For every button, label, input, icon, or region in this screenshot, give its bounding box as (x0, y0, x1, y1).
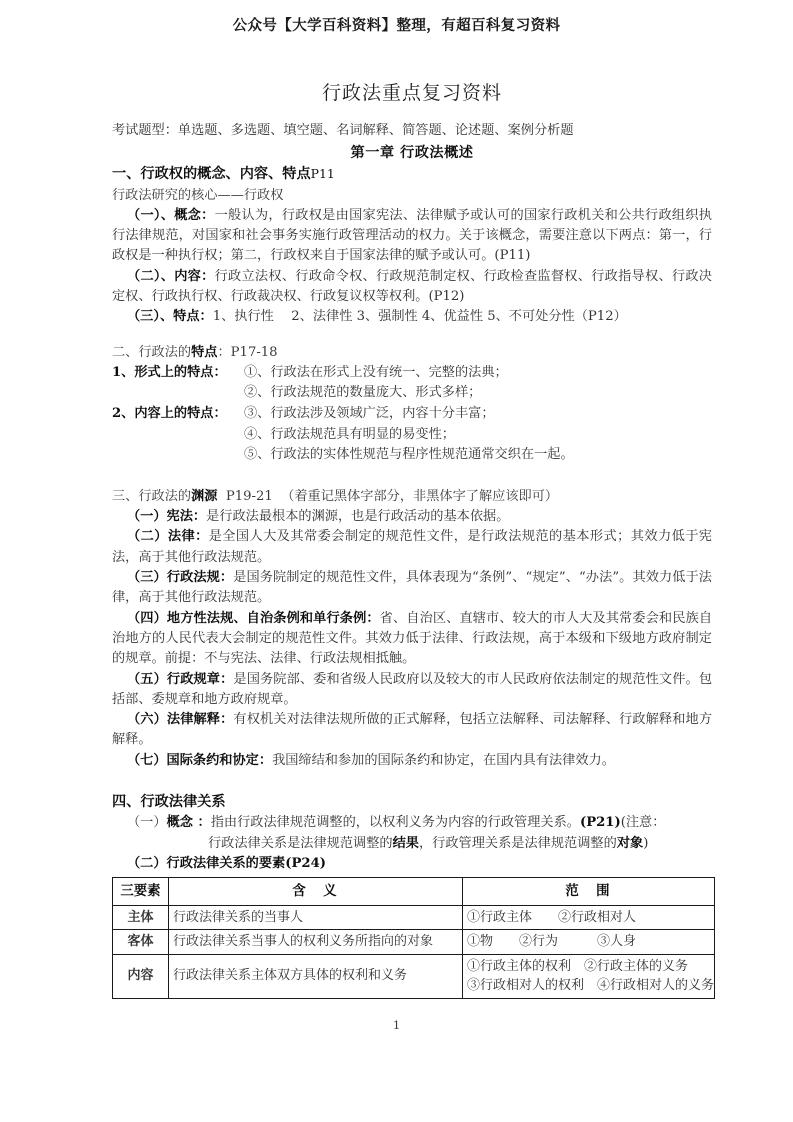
section-1-feature-paragraph (112, 307, 712, 327)
table-header-meaning: 含 义 (169, 878, 463, 905)
source-item-text: 省、自治区、直辖市、较大的市人大及其常委会和民族自治地方的人民代表大会制定的规范性文件。其效力低于法律、行政法规，高于本级和下级地方政府制定的规章。前提：不与宪法、法律、行政法规相抵触。 (112, 610, 713, 667)
concept-note-open: (注意： (620, 815, 666, 831)
note-close: ) (643, 835, 649, 851)
table-row (113, 905, 715, 930)
concept-text: 指由行政法律规范调整的，以权利义务为内容的行政管理关系。 (210, 815, 580, 831)
spacer (112, 466, 712, 487)
feature-row-text: ⑤、行政法的实体性规范与程序性规范通常交织在一起。 (244, 447, 574, 463)
section-2-heading-prefix: 二、行政法的 (112, 344, 192, 360)
elements-table (112, 877, 715, 998)
exam-types-line: 考试题型：单选题、多选题、填空题、名词解释、简答题、论述题、案例分析题 (112, 123, 574, 138)
table-row (113, 954, 715, 998)
concept-page-ref: (P21) (579, 815, 621, 831)
concept-label: 概念 ： (166, 815, 211, 831)
source-item-label: （六）法律解释： (127, 712, 234, 728)
section-1-content-paragraph (112, 267, 712, 308)
feature-row (112, 425, 712, 446)
source-item (112, 527, 712, 568)
source-item-text: 有权机关对法律法规所做的正式解释，包括立法解释、司法解释、行政解释和地方解释。 (112, 712, 713, 748)
watermark-banner: 公众号【大学百科资料】整理，有超百科复习资料 (232, 17, 561, 34)
table-header-row (113, 878, 715, 905)
section-3-heading-keyword: 渊源 (191, 488, 218, 504)
page-number: 1 (392, 1018, 401, 1032)
section-1-core-line: 行政法研究的核心——行政权 (112, 187, 284, 203)
table-row (113, 930, 715, 955)
source-item-label: （七）国际条约和协定： (127, 752, 273, 768)
section-4-concept-paragraph (112, 813, 712, 833)
section-1-heading-text: 一、行政权的概念、内容、特点 (112, 166, 311, 183)
source-item-label: （一）宪法： (127, 508, 207, 524)
feature-row-label: 2、内容上的特点： (112, 406, 227, 422)
scope-line: ①行政主体 ②行政相对人 (467, 909, 637, 925)
content-text: 行政立法权、行政命令权、行政规范制定权、行政检查监督权、行政指导权、行政决定权、行政执行权、行政裁决权、行政复议权等权利。(P12) (112, 268, 712, 305)
source-item-label: （五）行政规章： (127, 671, 234, 687)
feature-row-text: ④、行政法规范具有明显的易变性； (244, 426, 455, 442)
table-cell-meaning: 行政法律关系主体双方具体的权利和义务 (169, 954, 463, 998)
document-body (112, 78, 715, 999)
spacer (112, 328, 712, 343)
feature-label: （三）、特点： (127, 309, 213, 325)
table-header-scope: 范 围 (463, 878, 715, 905)
section-2-heading (112, 343, 712, 363)
concept-text: 一般认为，行政权是由国家宪法、法律赋予或认可的国家行政机关和公共行政组织执行法律规范，对国家和社会事务实施行政管理活动的权力。关于该概念，需要注意以下两点：第一，行政权是一种执行权；第二，行政权来自于国家法律的赋予或认可。(P11) (112, 207, 712, 264)
note-text-b: ，行政管理关系是法律规范调整的 (419, 835, 617, 851)
note-text-a: 行政法律关系是法律规范调整的 (208, 835, 393, 851)
table-cell-scope (463, 905, 715, 930)
feature-row (112, 445, 712, 466)
section-3-heading (112, 487, 712, 507)
source-item-label: （三）行政法规： (127, 569, 234, 585)
section-3-heading-prefix: 三、行政法的 (112, 488, 192, 504)
section-3-heading-note: （着重记黑体字部分，非黑体字了解应该即可） (281, 488, 559, 504)
source-item-text: 我国缔结和参加的国际条约和协定，在国内具有法律效力。 (272, 752, 615, 768)
source-item-label: （二）法律： (127, 529, 209, 545)
note-keyword-result: 结果 (392, 835, 419, 851)
feature-row-label (112, 445, 244, 466)
scope-line: ①行政主体的权利 ②行政主体的义务 (467, 958, 689, 974)
source-item (112, 710, 712, 751)
section-1-page-ref: P11 (310, 166, 335, 182)
table-header-element: 三要素 (113, 878, 169, 905)
section-1-concept-paragraph (112, 206, 712, 267)
source-item (112, 751, 712, 771)
source-item-text: 是国务院制定的规范性文件，具体表现为“条例”、“规定”、“办法”。其效力低于法律，高于其他行政法规范。 (112, 569, 712, 606)
feature-row (112, 363, 712, 384)
chapter-heading: 第一章 行政法概述 (350, 145, 474, 162)
source-item (112, 507, 712, 527)
feature-row (112, 404, 712, 425)
feature-row-label (112, 383, 244, 404)
table-cell-element: 客体 (113, 930, 169, 955)
page-title: 行政法重点复习资料 (321, 82, 502, 104)
spacer (112, 771, 712, 792)
concept-label: （一）、概念： (127, 207, 215, 223)
source-item (112, 609, 712, 670)
source-item (112, 670, 712, 711)
table-cell-element: 内容 (113, 954, 169, 998)
section-2-heading-keyword: 特点 (191, 344, 218, 360)
content-label: （二）、内容： (127, 268, 215, 284)
section-4-heading: 四、行政法律关系 (112, 794, 226, 811)
section-4-concept-note (112, 834, 712, 854)
source-item-label: （四）地方性法规、自治条例和单行条例： (127, 610, 380, 626)
feature-text: 1、执行性 2、法律性 3、强制性 4、优益性 5、不可处分性（P12） (212, 309, 627, 325)
table-cell-element: 主体 (113, 905, 169, 930)
concept-number: （一） (127, 815, 167, 831)
source-item-text: 是国务院部、委和省级人民政府以及较大的市人民政府依法制定的规范性文件。包括部、委规章和地方政府规章。 (112, 671, 713, 707)
elements-heading-text: （二）行政法律关系的要素(P24) (127, 856, 326, 872)
feature-row (112, 383, 712, 404)
feature-row-text: ③、行政法涉及领域广泛，内容十分丰富； (244, 406, 495, 422)
source-item-text: 是全国人大及其常委会制定的规范性文件，是行政法规范的基本形式；其效力低于宪法，高于其他行政法规范。 (112, 529, 712, 565)
note-keyword-object: 对象 (616, 835, 644, 851)
table-cell-meaning: 行政法律关系当事人的权利义务所指向的对象 (169, 930, 463, 955)
scope-line: ③行政相对人的权利 ④行政相对人的义务 (467, 978, 715, 994)
section-4-elements-heading (112, 854, 712, 874)
table-cell-scope (463, 954, 715, 998)
table-cell-meaning: 行政法律关系的当事人 (169, 905, 463, 930)
feature-row-label (112, 425, 244, 446)
section-1-heading (112, 164, 712, 185)
source-item-text: 是行政法最根本的渊源，也是行政活动的基本依据。 (206, 508, 510, 524)
scope-line: ①物 ②行为 ③人身 (467, 934, 637, 950)
table-cell-scope (463, 930, 715, 955)
section-2-page-ref: ：P17-18 (217, 344, 278, 360)
feature-row-text: ①、行政法在形式上没有统一、完整的法典； (244, 364, 508, 380)
feature-row-label: 1、形式上的特点： (112, 364, 227, 380)
feature-row-text: ②、行政法规范的数量庞大、形式多样； (244, 385, 482, 401)
source-item (112, 568, 712, 609)
section-3-page-ref: P19-21 (225, 488, 273, 504)
